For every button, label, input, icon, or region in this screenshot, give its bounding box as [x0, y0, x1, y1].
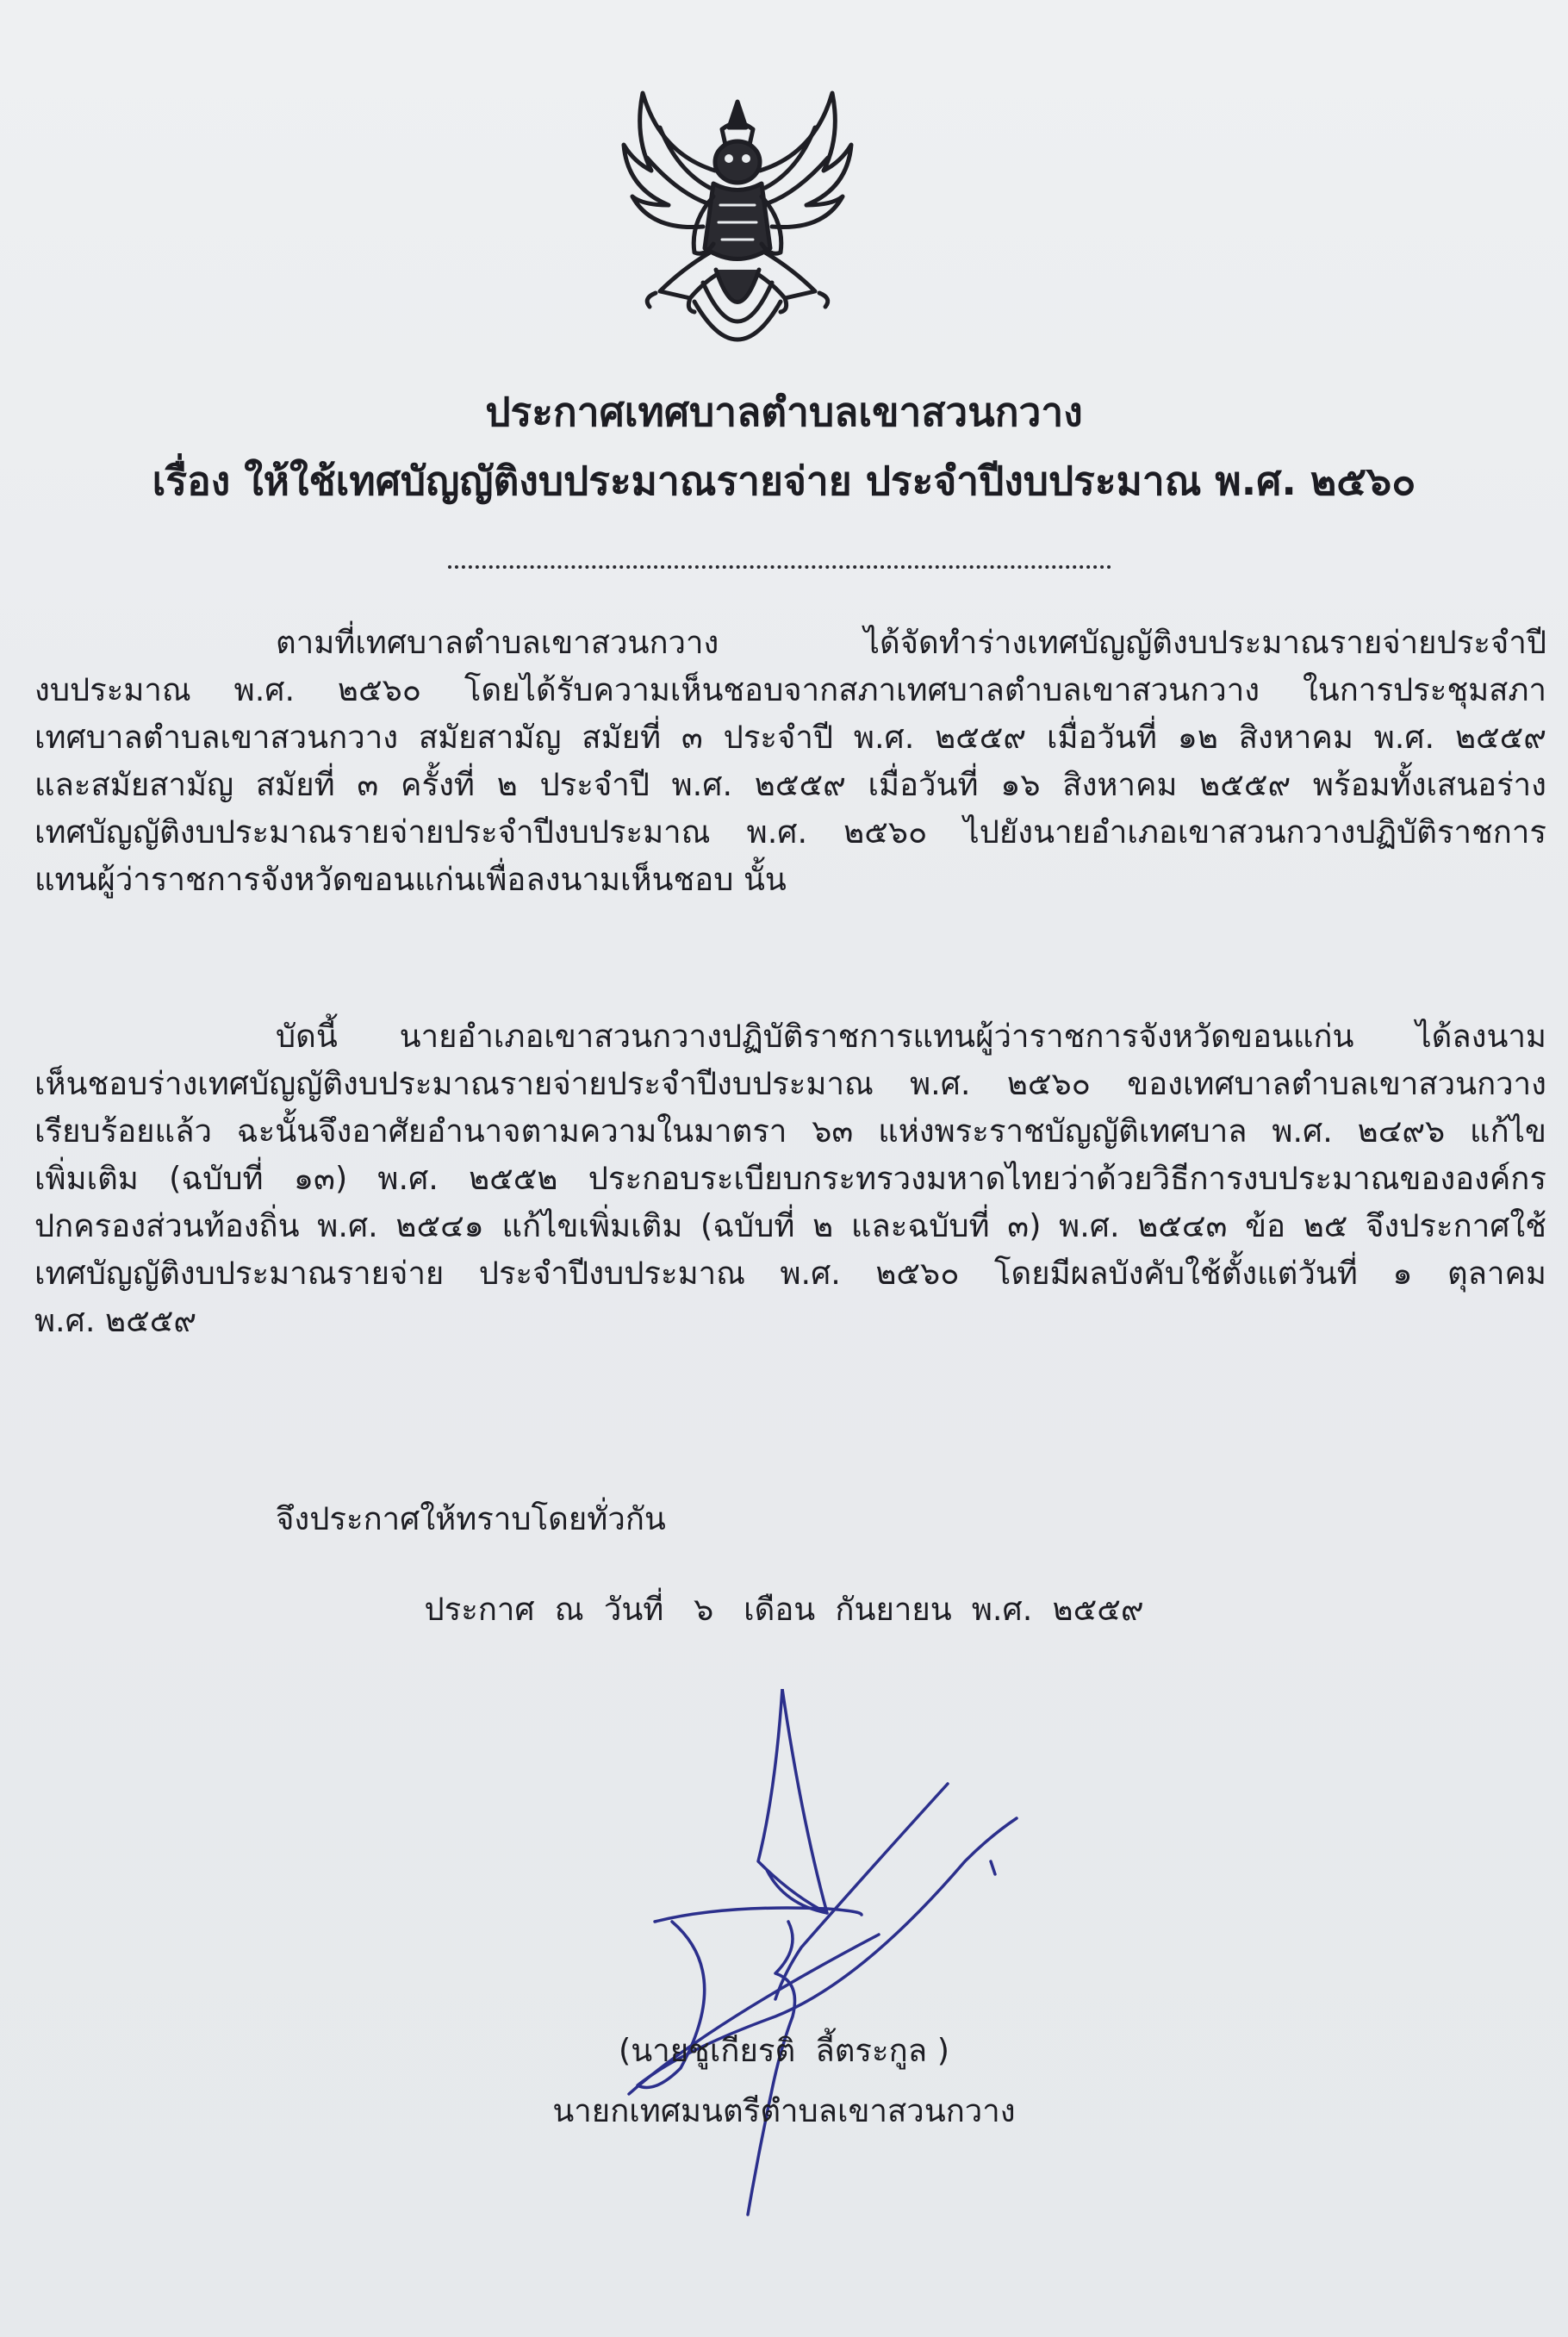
paragraph-2-line: ปกครองส่วนท้องถิ่น พ.ศ. ๒๕๔๑ แก้ไขเพิ่มเติม (ฉบับที่ ๒ และฉบับที่ ๓) พ.ศ. ๒๕๔๓ ข้อ ๒๕ จึงประกาศใช้: [34, 1207, 1546, 1244]
garuda-emblem-icon: [608, 76, 867, 386]
paragraph-2: [34, 1013, 1546, 1344]
announcement-subject: เรื่อง ให้ใช้เทศบัญญัติงบประมาณรายจ่าย ประจำปีงบประมาณ พ.ศ. ๒๕๖๐: [152, 458, 1416, 504]
paragraph-1-line: และสมัยสามัญ สมัยที่ ๓ ครั้งที่ ๒ ประจำปี พ.ศ. ๒๕๕๙ เมื่อวันที่ ๑๖ สิงหาคม ๒๕๕๙ พร้อมทั้งเสนอร่าง: [34, 766, 1546, 803]
paragraph-1-line: ตามที่เทศบาลตำบลเขาสวนกวาง ได้จัดทำร่างเทศบัญญัติงบประมาณรายจ่ายประจำปี: [276, 624, 1546, 661]
announcement-date: ประกาศ ณ วันที่ ๖ เดือน กันยายน พ.ศ. ๒๕๕๙: [424, 1591, 1144, 1628]
paragraph-1-line: แทนผู้ว่าราชการจังหวัดขอนแก่นเพื่อลงนามเห็นชอบ นั้น: [34, 861, 787, 898]
announcement-title: ประกาศเทศบาลตำบลเขาสวนกวาง: [485, 389, 1083, 435]
closing-statement: จึงประกาศให้ทราบโดยทั่วกัน: [276, 1500, 666, 1537]
handwritten-signature: [603, 1689, 1051, 2223]
paragraph-2-line: เพิ่มเติม (ฉบับที่ ๑๓) พ.ศ. ๒๕๕๒ ประกอบระเบียบกระทรวงมหาดไทยว่าด้วยวิธีการงบประมาณขององค์กร: [34, 1160, 1546, 1197]
signer-position: นายกเทศมนตรีตำบลเขาสวนกวาง: [552, 2092, 1016, 2129]
paragraph-2-line: เทศบัญญัติงบประมาณรายจ่าย ประจำปีงบประมาณ พ.ศ. ๒๕๖๐ โดยมีผลบังคับใช้ตั้งแต่วันที่ ๑ ตุลาคม: [34, 1255, 1546, 1292]
paragraph-2-line: พ.ศ. ๒๕๕๙: [34, 1302, 197, 1339]
paragraph-2-line: เรียบร้อยแล้ว ฉะนั้นจึงอาศัยอำนาจตามความในมาตรา ๖๓ แห่งพระราชบัญญัติเทศบาล พ.ศ. ๒๔๙๖ แก้ไข: [34, 1112, 1546, 1150]
paragraph-2-line: บัดนี้ นายอำเภอเขาสวนกวางปฏิบัติราชการแทนผู้ว่าราชการจังหวัดขอนแก่น ได้ลงนาม: [276, 1018, 1546, 1055]
paragraph-1-line: เทศบาลตำบลเขาสวนกวาง สมัยสามัญ สมัยที่ ๓ ประจำปี พ.ศ. ๒๕๕๙ เมื่อวันที่ ๑๒ สิงหาคม พ.ศ. ๒๕๕๙: [34, 719, 1546, 756]
dotted-divider: [448, 548, 1111, 569]
signer-name: (นายชูเกียรติ ลี้ตระกูล ): [619, 2032, 949, 2069]
paragraph-1: [34, 619, 1546, 903]
paragraph-2-line: เห็นชอบร่างเทศบัญญัติงบประมาณรายจ่ายประจำปีงบประมาณ พ.ศ. ๒๕๖๐ ของเทศบาลตำบลเขาสวนกวาง: [34, 1065, 1546, 1102]
paragraph-1-line: งบประมาณ พ.ศ. ๒๕๖๐ โดยได้รับความเห็นชอบจากสภาเทศบาลตำบลเขาสวนกวาง ในการประชุมสภา: [34, 671, 1546, 708]
paragraph-1-line: เทศบัญญัติงบประมาณรายจ่ายประจำปีงบประมาณ พ.ศ. ๒๕๖๐ ไปยังนายอำเภอเขาสวนกวางปฏิบัติราชการ: [34, 813, 1546, 851]
